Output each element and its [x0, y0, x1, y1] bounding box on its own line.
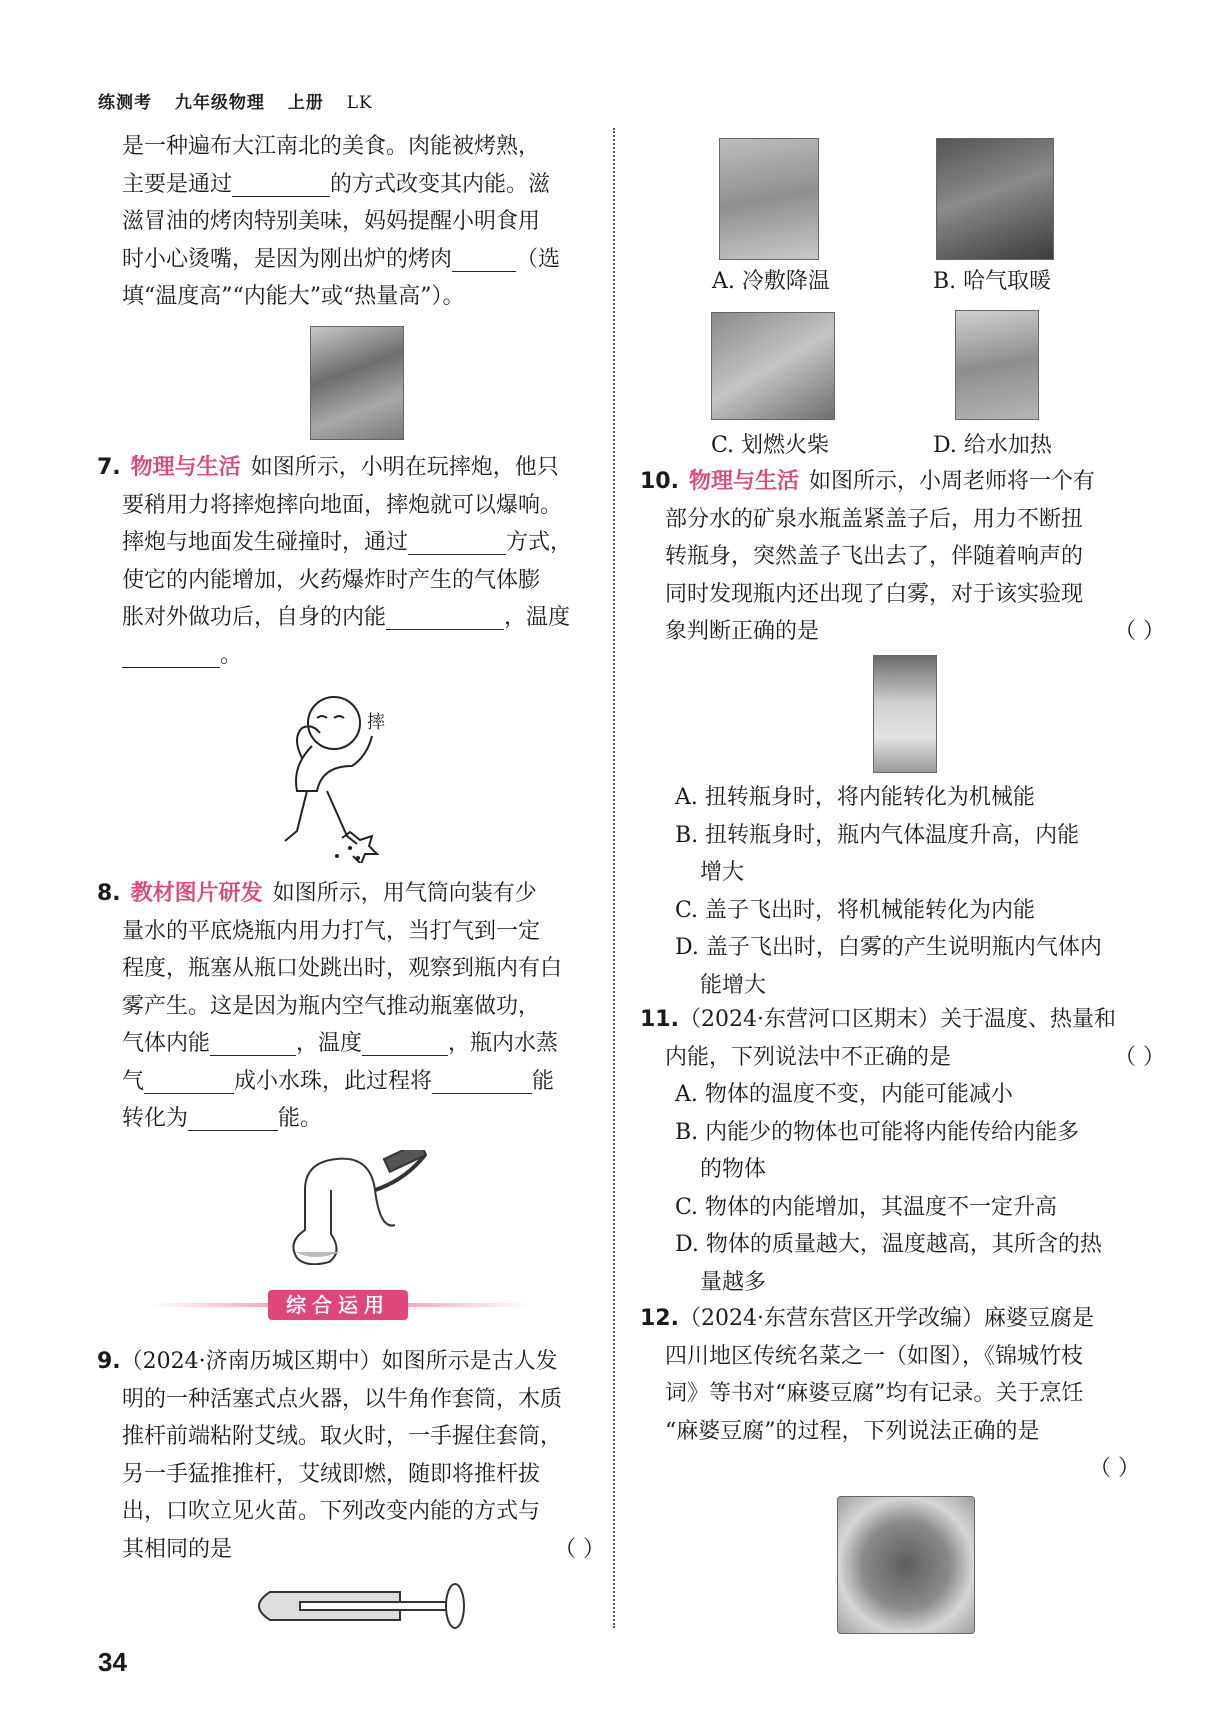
text-line: 词》等书对“麻婆豆腐”均有记录。关于烹饪: [665, 1381, 1084, 1406]
text-line: 。: [97, 637, 572, 675]
option-c[interactable]: C. 盖子飞出时，将机械能转化为内能: [675, 897, 1036, 923]
question-11-options: [675, 1076, 1102, 1301]
text-line: 雾产生。这是因为瓶内空气推动瓶塞做功，: [122, 993, 541, 1019]
text-line: 象判断正确的是 （ ）: [640, 613, 1165, 651]
text-line: 要稍用力将摔炮摔向地面，摔炮就可以爆响。: [122, 492, 563, 518]
text-line: 程度，瓶塞从瓶口处跳出时，观察到瓶内有白: [122, 956, 563, 981]
question-11: [640, 1001, 1165, 1076]
text-line: 转瓶身，突然盖子飞出去了，伴随着响声的: [665, 544, 1084, 569]
option-d-caption: D. 给水加热: [933, 433, 1052, 458]
topic-tag: 物理与生活: [688, 469, 799, 494]
text-line: 其相同的是 （ ）: [97, 1531, 605, 1569]
text-line: 摔炮与地面发生碰撞时，通过 方式，: [122, 530, 573, 555]
cold-compress-photo: [719, 138, 819, 260]
question-number: 12.: [640, 1306, 679, 1331]
option-a-caption: A. 冷敷降温: [712, 269, 830, 294]
option-b-cont: 的物体: [700, 1157, 767, 1182]
option-a[interactable]: A. 物体的温度不变，内能可能减小: [675, 1082, 1013, 1107]
match-striking-photo: [711, 312, 835, 420]
text-line: 部分水的矿泉水瓶盖紧盖子后，用力不断扭: [665, 506, 1084, 532]
question-12: [640, 1300, 1140, 1488]
answer-blank[interactable]: [452, 245, 516, 272]
option-d[interactable]: D. 盖子飞出时，白雾的产生说明瓶内气体内: [675, 935, 1102, 960]
text-line: 滋冒油的烤肉特别美味，妈妈提醒小明食用: [122, 209, 541, 234]
topic-tag: 物理与生活: [130, 455, 241, 480]
text-line: 出，口吹立见火苗。下列改变内能的方式与: [122, 1499, 541, 1524]
figure-label: 摔: [367, 712, 385, 733]
breath-warming-photo: [936, 138, 1054, 260]
text-line: 9.（2024·济南历城区期中）如图所示是古人发: [97, 1349, 558, 1374]
text-line: 明的一种活塞式点火器，以牛角作套筒，木质: [122, 1386, 563, 1412]
question-number: 8.: [97, 881, 121, 906]
answer-blank[interactable]: [144, 1067, 234, 1094]
option-c-caption: C. 划燃火柴: [711, 433, 830, 458]
text-line: 另一手猛推推杆，艾绒即燃，随即将推杆拔: [122, 1461, 541, 1487]
text-line: 8. 教材图片研发 如图所示，用气筒向装有少: [97, 881, 537, 906]
answer-blank[interactable]: [188, 1104, 278, 1131]
flask-and-pump-figure: [285, 1150, 430, 1265]
question-number: 10.: [640, 469, 679, 494]
page-header: [98, 88, 389, 113]
text-line: 7. 物理与生活 如图所示，小明在玩摔炮，他只: [97, 455, 559, 480]
answer-blank[interactable]: [432, 1067, 532, 1094]
text-line: 气 成小水珠，此过程将 能: [122, 1068, 555, 1094]
question-10-options: [675, 779, 1102, 1004]
answer-paren[interactable]: （ ）: [1114, 1044, 1165, 1070]
column-divider: [613, 128, 615, 1628]
answer-blank[interactable]: [408, 528, 506, 555]
text-line: 11.（2024·东营河口区期末）关于温度、热量和: [640, 1007, 1116, 1032]
edition-label: LK: [346, 93, 373, 113]
mapo-tofu-photo: [837, 1496, 975, 1634]
topic-tag: 教材图片研发: [130, 881, 263, 906]
question-number: 7.: [97, 455, 121, 480]
option-b-caption: B. 哈气取暖: [933, 269, 1052, 294]
answer-blank[interactable]: [210, 1029, 296, 1056]
question-number: 11.: [640, 1007, 679, 1032]
question-number: 9.: [97, 1349, 121, 1374]
grade-subject-label: 九年级物理: [174, 93, 265, 113]
option-b[interactable]: B. 扭转瓶身时，瓶内气体温度升高，内能: [675, 822, 1080, 848]
text-line: 四川地区传统名菜之一（如图），《锦城竹枝: [665, 1343, 1084, 1369]
text-line: 量水的平底烧瓶内用力打气，当打气到一定: [122, 918, 541, 944]
answer-blank[interactable]: [122, 641, 220, 668]
option-d[interactable]: D. 物体的质量越大，温度越高，其所含的热: [675, 1232, 1102, 1257]
option-c[interactable]: C. 物体的内能增加，其温度不一定升高: [675, 1194, 1058, 1220]
kettle-heating-photo: [955, 310, 1039, 420]
answer-paren[interactable]: （ ）: [1114, 619, 1165, 644]
text-line: 胀对外做功后，自身的内能 ，温度: [122, 605, 571, 630]
question-7: [97, 449, 572, 674]
text-line: 气体内能 ，温度 ，瓶内水蒸: [122, 1031, 559, 1056]
text-line: 同时发现瓶内还出现了白雾，对于该实验现: [665, 581, 1084, 607]
option-d-cont: 能增大: [700, 972, 767, 998]
q6-continuation: [122, 128, 560, 316]
question-10: [640, 463, 1165, 651]
option-b-cont: 增大: [700, 860, 745, 885]
piston-igniter-figure: [240, 1580, 472, 1632]
text-line: “麻婆豆腐”的过程，下列说法正确的是: [665, 1418, 1040, 1444]
question-9: [97, 1343, 605, 1568]
text-line: 填“温度高”“内能大”或“热量高”）。: [122, 284, 465, 309]
answer-blank[interactable]: [232, 170, 330, 197]
text-line: 推杆前端粘附艾绒。取火时，一手握住套筒，: [122, 1424, 563, 1449]
text-line: 时小心烫嘴，是因为刚出炉的烤肉 （选: [122, 246, 561, 272]
text-line: 主要是通过 的方式改变其内能。滋: [122, 171, 551, 197]
text-line: 转化为 能。: [122, 1106, 323, 1131]
text-line: 12.（2024·东营东营区开学改编）麻婆豆腐是: [640, 1306, 1094, 1331]
brand-label: 练测考: [98, 93, 152, 113]
section-header: [150, 1290, 530, 1320]
question-8: [97, 875, 562, 1138]
answer-paren[interactable]: （ ）: [1089, 1456, 1140, 1481]
answer-blank[interactable]: [362, 1029, 448, 1056]
text-line: 使它的内能增加，火药爆炸时产生的气体膨: [122, 567, 541, 593]
option-a[interactable]: A. 扭转瓶身时，将内能转化为机械能: [675, 785, 1035, 810]
option-b[interactable]: B. 内能少的物体也可能将内能传给内能多: [675, 1119, 1080, 1145]
text-line: 10. 物理与生活 如图所示，小周老师将一个有: [640, 469, 1096, 494]
page-number: 34: [98, 1647, 127, 1677]
section-title: 综合运用: [268, 1290, 408, 1320]
answer-paren[interactable]: （ ）: [554, 1536, 605, 1562]
volume-label: 上册: [287, 93, 324, 113]
answer-blank[interactable]: [386, 603, 504, 630]
option-d-cont: 量越多: [700, 1269, 767, 1295]
text-line: 是一种遍布大江南北的美食。肉能被烤熟，: [122, 134, 541, 159]
roast-meat-photo: [310, 326, 404, 440]
text-line: 内能，下列说法中不正确的是 （ ）: [640, 1039, 1165, 1077]
boy-throwing-firecracker-figure: [272, 688, 442, 863]
twisted-bottle-photo: [873, 655, 937, 773]
